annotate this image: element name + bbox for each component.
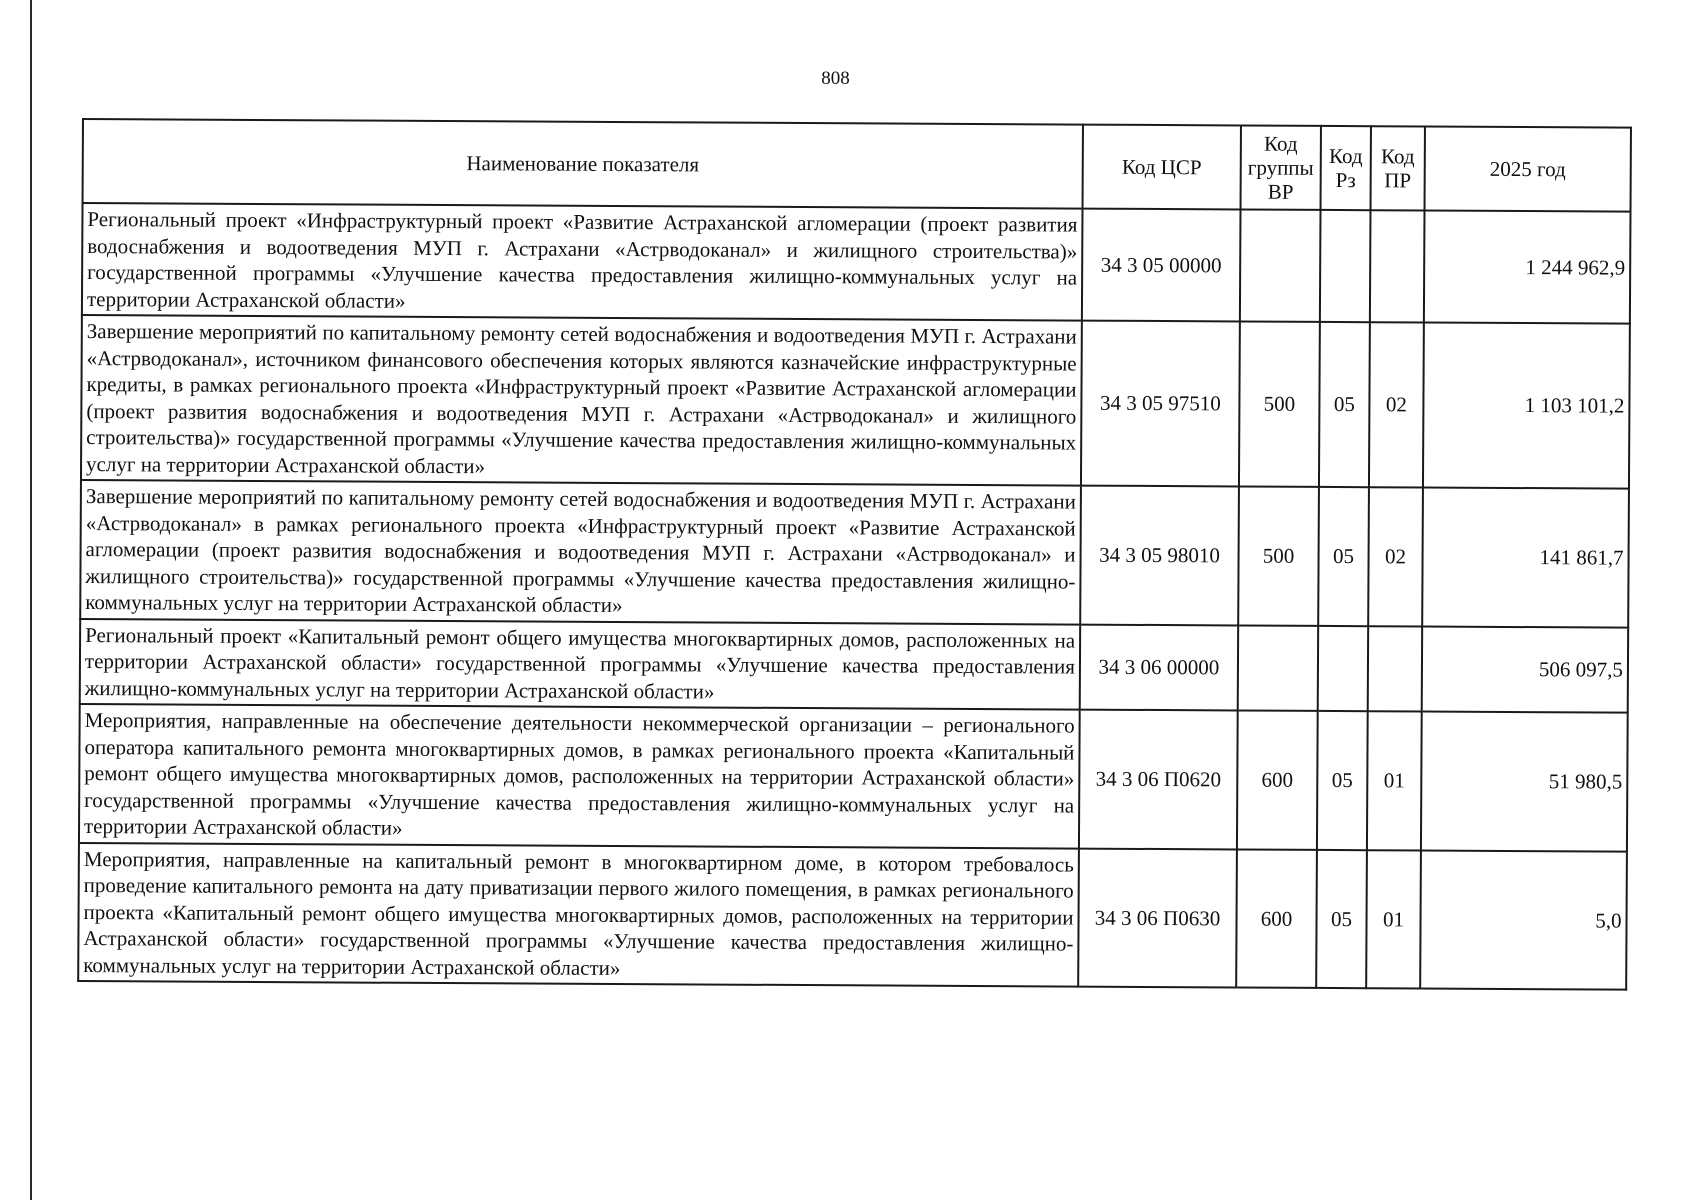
row-vr-code: 500 (1239, 321, 1320, 486)
table-row (79, 704, 1628, 851)
row-rz-code (1318, 625, 1368, 711)
row-vr-code: 600 (1236, 849, 1317, 988)
row-name: Мероприятия, направленные на капитальный ремонт в многоквартирном доме, в котором требовалось проведение капитального ремонта на дату приватизации первого жилого помещения, в рамках регионального проекта «Капитальный ремонт общего имущества многоквартирных домов, расположенных на территории Астраханской области» государственной программы «Улучшение качества предоставления жилищно-коммунальных услуг на территории Астраханской области» (78, 842, 1079, 986)
table-header-row (83, 119, 1631, 212)
row-csr-code: 34 3 06 П0620 (1079, 710, 1238, 849)
table-row (80, 618, 1628, 712)
row-amount: 51 980,5 (1421, 711, 1628, 851)
row-amount: 5,0 (1420, 850, 1627, 990)
row-pr-code (1368, 626, 1422, 712)
row-vr-code: 600 (1237, 710, 1318, 849)
table-row (81, 315, 1630, 489)
row-vr-code: 500 (1238, 486, 1319, 625)
row-rz-code: 05 (1319, 322, 1370, 487)
row-pr-code: 02 (1369, 322, 1424, 487)
row-pr-code: 01 (1366, 850, 1421, 989)
row-vr-code (1238, 625, 1318, 711)
row-amount: 1 244 962,9 (1424, 210, 1631, 323)
row-rz-code: 05 (1317, 711, 1368, 850)
row-amount: 506 097,5 (1422, 626, 1628, 713)
row-amount: 141 861,7 (1422, 487, 1629, 627)
row-csr-code: 34 3 05 97510 (1081, 321, 1240, 487)
page-binding-line (30, 0, 32, 1200)
header-vr: Код группы ВР (1241, 125, 1321, 209)
row-csr-code: 34 3 05 00000 (1082, 209, 1241, 322)
row-pr-code: 01 (1367, 711, 1422, 850)
table-row (78, 842, 1627, 989)
row-name: Завершение мероприятий по капитальному ремонту сетей водоснабжения и водоотведения МУП г. Астрахани «Астрводоканал», источником финансового обеспечения которых являются казначейские инфраструктурные кредиты, в рамках регионального проекта «Инфраструктурный проект «Развитие Астраханской агломерации (проект развития водоснабжения и водоотведения МУП г. Астрахани «Астрводоканал» и жилищного строительства)» государственной программы «Улучшение качества предоставления жилищно-коммунальных услуг на территории Астраханской области» (81, 315, 1082, 486)
header-rz: Код Рз (1321, 126, 1371, 210)
row-csr-code: 34 3 05 98010 (1080, 486, 1239, 625)
row-rz-code (1320, 210, 1371, 322)
page-number: 808 (821, 68, 850, 89)
row-name: Региональный проект «Инфраструктурный проект «Развитие Астраханской агломерации (проект развития водоснабжения и водоотведения МУП г. Астрахани «Астрводоканал» и жилищного строительства)» государственной программы «Улучшение качества предоставления жилищно-коммунальных услуг на территории Астраханской области» (82, 203, 1083, 321)
row-csr-code: 34 3 06 П0630 (1078, 848, 1237, 987)
row-name: Завершение мероприятий по капитальному ремонту сетей водоснабжения и водоотведения МУП г. Астрахани «Астрводоканал» в рамках регионального проекта «Инфраструктурный проект «Развитие Астраханской агломерации (проект развития водоснабжения и водоотведения МУП г. Астрахани «Астрводоканал» и жилищного строительства)» государственной программы «Улучшение качества предоставления жилищно-коммунальных услуг на территории Астраханской области» (80, 480, 1081, 624)
row-vr-code (1240, 209, 1321, 321)
row-rz-code: 05 (1316, 849, 1367, 988)
table-row (80, 480, 1629, 627)
row-pr-code (1370, 210, 1425, 322)
row-name: Мероприятия, направленные на обеспечение деятельности некоммерческой организации – регионального оператора капитального ремонта многоквартирных домов, в рамках регионального проекта «Капитальный ремонт общего имущества многоквартирных домов, расположенных на территории Астраханской области» государственной программы «Улучшение качества предоставления жилищно-коммунальных услуг на территории Астраханской области» (79, 704, 1080, 848)
row-csr-code: 34 3 06 00000 (1080, 624, 1238, 710)
row-rz-code: 05 (1318, 487, 1369, 626)
header-pr: Код ПР (1371, 126, 1425, 210)
header-csr: Код ЦСР (1083, 125, 1241, 210)
row-pr-code: 02 (1368, 487, 1423, 626)
header-year: 2025 год (1425, 127, 1631, 212)
row-name: Региональный проект «Капитальный ремонт общего имущества многоквартирных домов, расположенных на территории Астраханской области» государственной программы «Улучшение качества предоставления жилищно-коммунальных услуг на территории Астраханской области» (80, 618, 1080, 709)
row-amount: 1 103 101,2 (1423, 322, 1630, 488)
table-row (82, 203, 1631, 324)
budget-table (77, 118, 1632, 991)
header-name: Наименование показателя (83, 119, 1083, 209)
